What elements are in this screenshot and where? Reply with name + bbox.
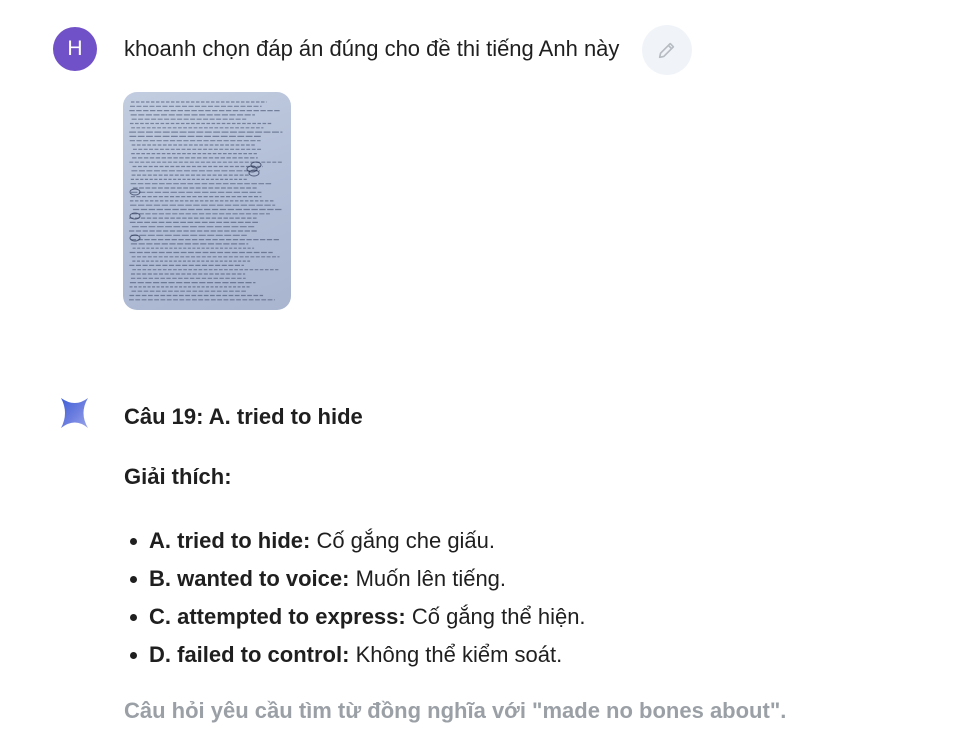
streaming-text-line: Câu hỏi yêu cầu tìm từ đồng nghĩa với "made no bones about". <box>124 698 787 723</box>
answer-heading: Câu 19: A. tried to hide <box>124 404 363 429</box>
edit-prompt-button[interactable] <box>642 25 692 75</box>
option-meaning: Muốn lên tiếng. <box>349 566 507 591</box>
pencil-icon <box>656 39 678 61</box>
option-item-c <box>124 598 944 636</box>
option-meaning: Không thể kiểm soát. <box>349 642 563 667</box>
user-avatar[interactable] <box>53 27 97 71</box>
user-prompt-text: khoanh chọn đáp án đúng cho đề thi tiếng Anh này <box>124 36 620 61</box>
model-response <box>124 402 944 726</box>
options-list <box>124 522 944 674</box>
option-term: D. failed to control: <box>149 642 350 667</box>
option-item-d <box>124 636 944 674</box>
option-term: C. attempted to express: <box>149 604 406 629</box>
option-meaning: Cố gắng thể hiện. <box>405 604 586 629</box>
exam-paper-photo <box>123 92 291 310</box>
option-term: B. wanted to voice: <box>149 566 350 591</box>
avatar-letter: H <box>67 37 83 60</box>
user-message <box>53 27 97 71</box>
option-meaning: Cố gắng che giấu. <box>310 528 496 553</box>
option-item-a <box>124 522 944 560</box>
option-item-b <box>124 560 944 598</box>
option-term: A. tried to hide: <box>149 528 311 553</box>
gemini-spark-icon <box>57 395 93 431</box>
attached-exam-image[interactable] <box>123 92 291 310</box>
explanation-heading: Giải thích: <box>124 464 232 489</box>
